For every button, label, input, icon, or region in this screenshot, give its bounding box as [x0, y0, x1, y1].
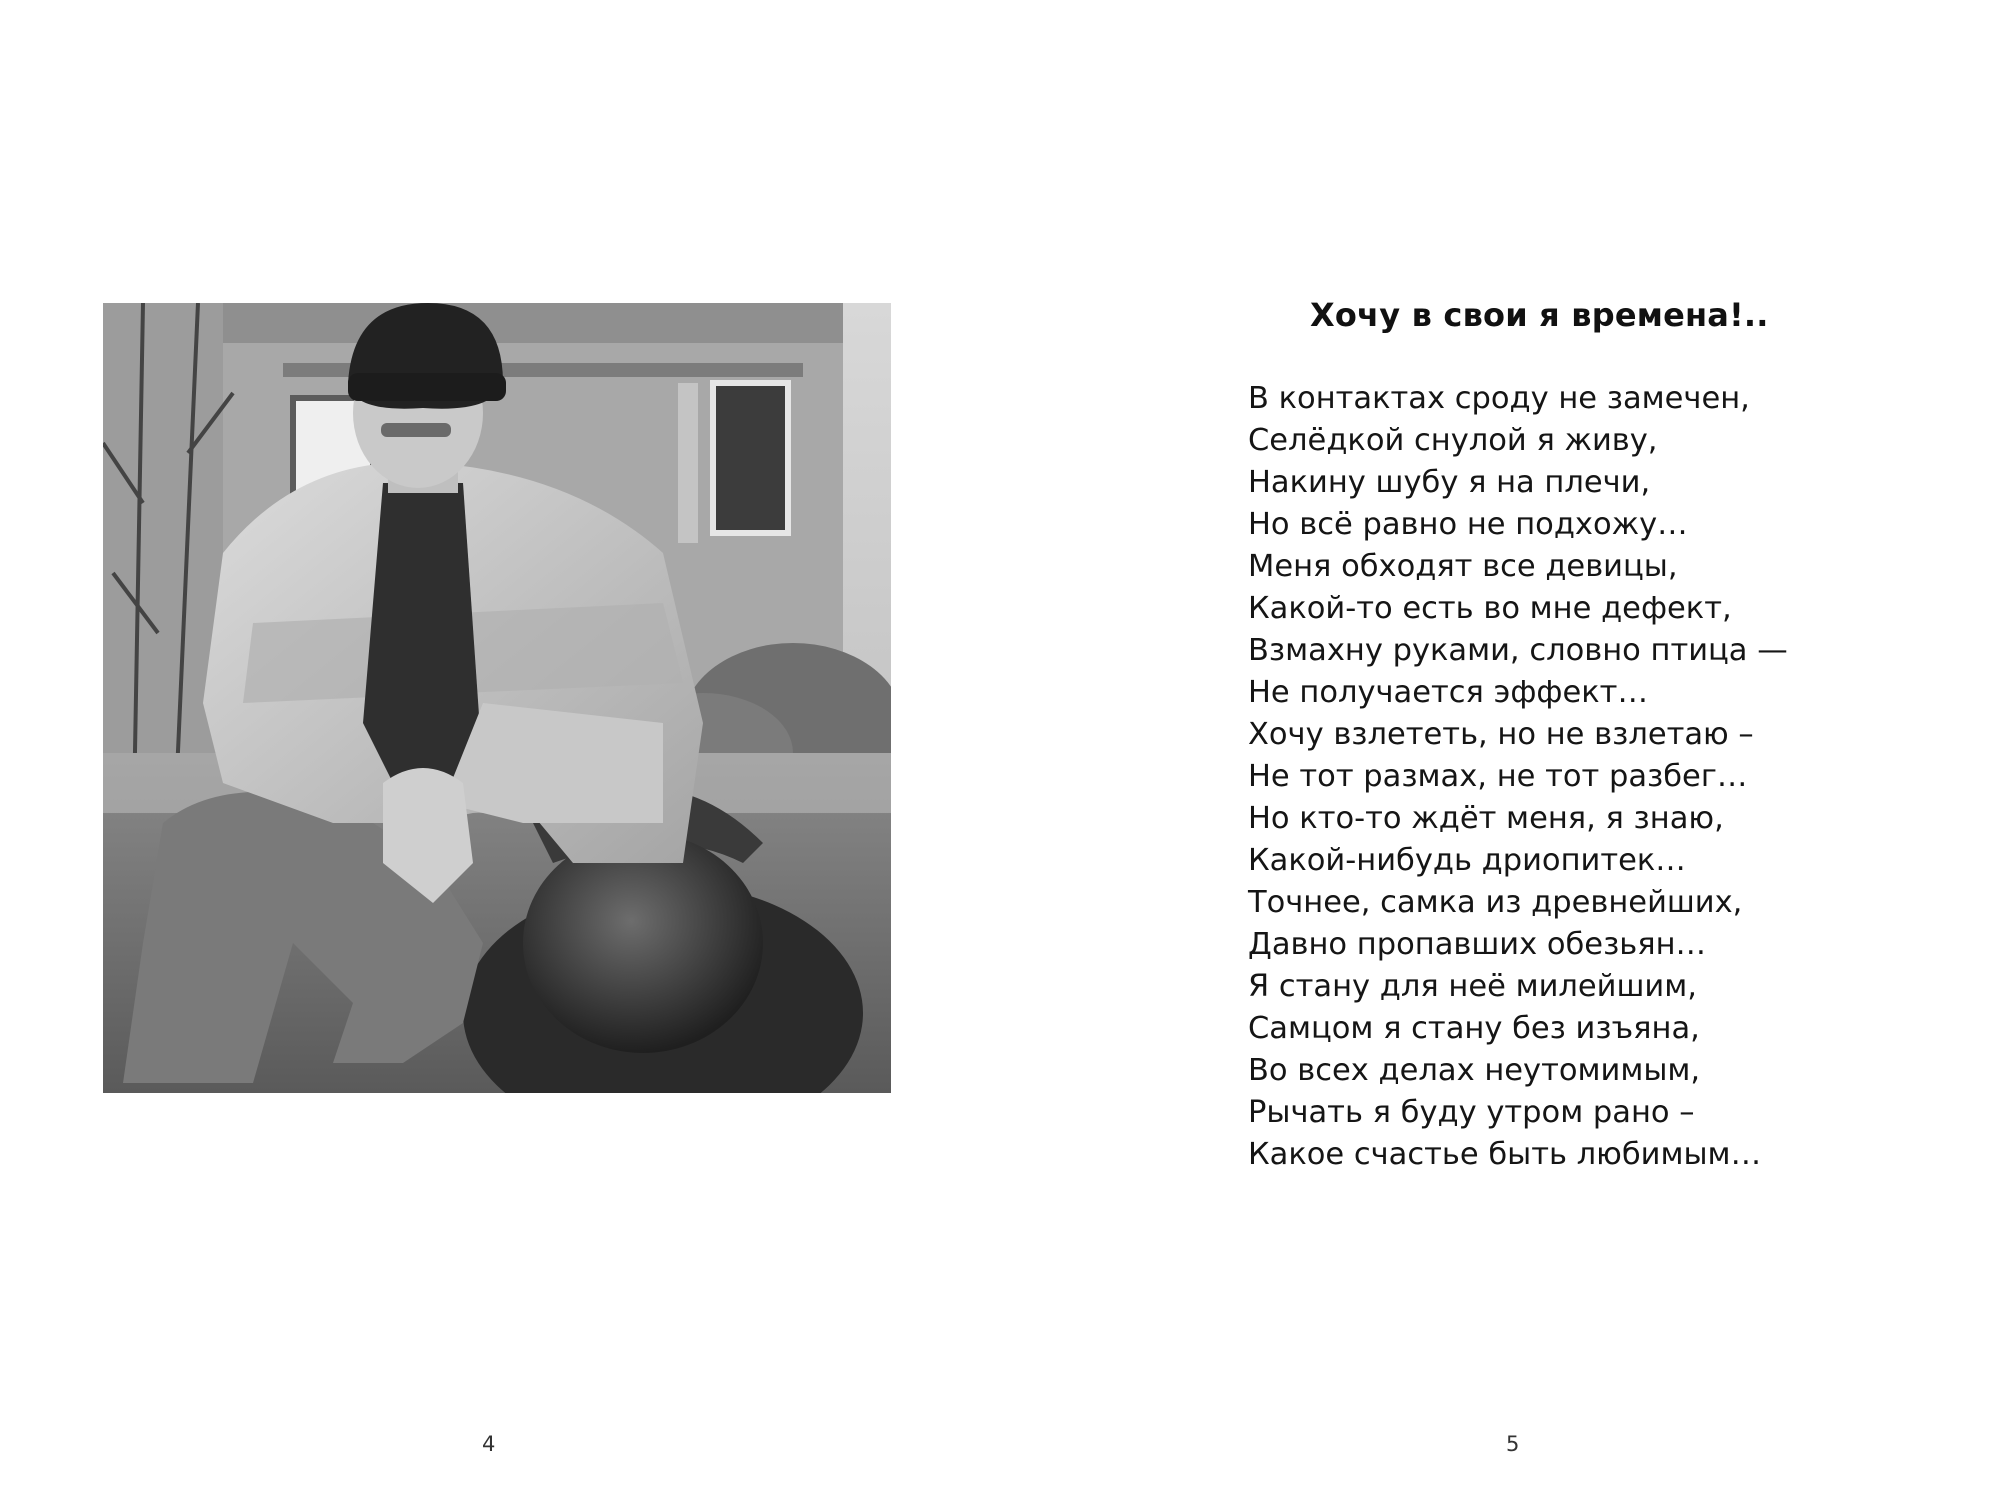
poem-line: Во всех делах неутомимым, [1248, 1053, 1701, 1088]
poem-line: Я стану для неё милейшим, [1248, 969, 1697, 1004]
poem-text [1248, 378, 1808, 1176]
poem-line: В контактах сроду не замечен, [1248, 381, 1750, 416]
poem-line: Давно пропавших обезьян… [1248, 927, 1707, 962]
poem-line: Какое счастье быть любимым… [1248, 1137, 1762, 1172]
right-page [1000, 0, 2000, 1489]
poem-line: Самцом я стану без изъяна, [1248, 1011, 1700, 1046]
author-photo [103, 303, 891, 1093]
poem-line: Не тот размах, не тот разбег… [1248, 759, 1748, 794]
poem-line: Но кто-то ждёт меня, я знаю, [1248, 801, 1724, 836]
poem-line: Хочу взлететь, но не взлетаю – [1248, 717, 1754, 752]
poem-line: Меня обходят все девицы, [1248, 549, 1678, 584]
poem-line: Не получается эффект… [1248, 675, 1648, 710]
poem-line: Какой-то есть во мне дефект, [1248, 591, 1732, 626]
poem-line: Но всё равно не подхожу… [1248, 507, 1688, 542]
photo-illustration [103, 303, 891, 1093]
page-number: 4 [482, 1432, 496, 1456]
poem-line: Какой-нибудь дриопитек… [1248, 843, 1686, 878]
poem-line: Точнее, самка из древнейших, [1248, 885, 1743, 920]
poem-line: Селёдкой снулой я живу, [1248, 423, 1658, 458]
poem-line: Взмахну руками, словно птица — [1248, 633, 1788, 668]
poem-title: Хочу в свои я времена!.. [1310, 296, 1769, 334]
poem-line: Рычать я буду утром рано – [1248, 1095, 1695, 1130]
page-number: 5 [1506, 1432, 1520, 1456]
poem-line: Накину шубу я на плечи, [1248, 465, 1651, 500]
